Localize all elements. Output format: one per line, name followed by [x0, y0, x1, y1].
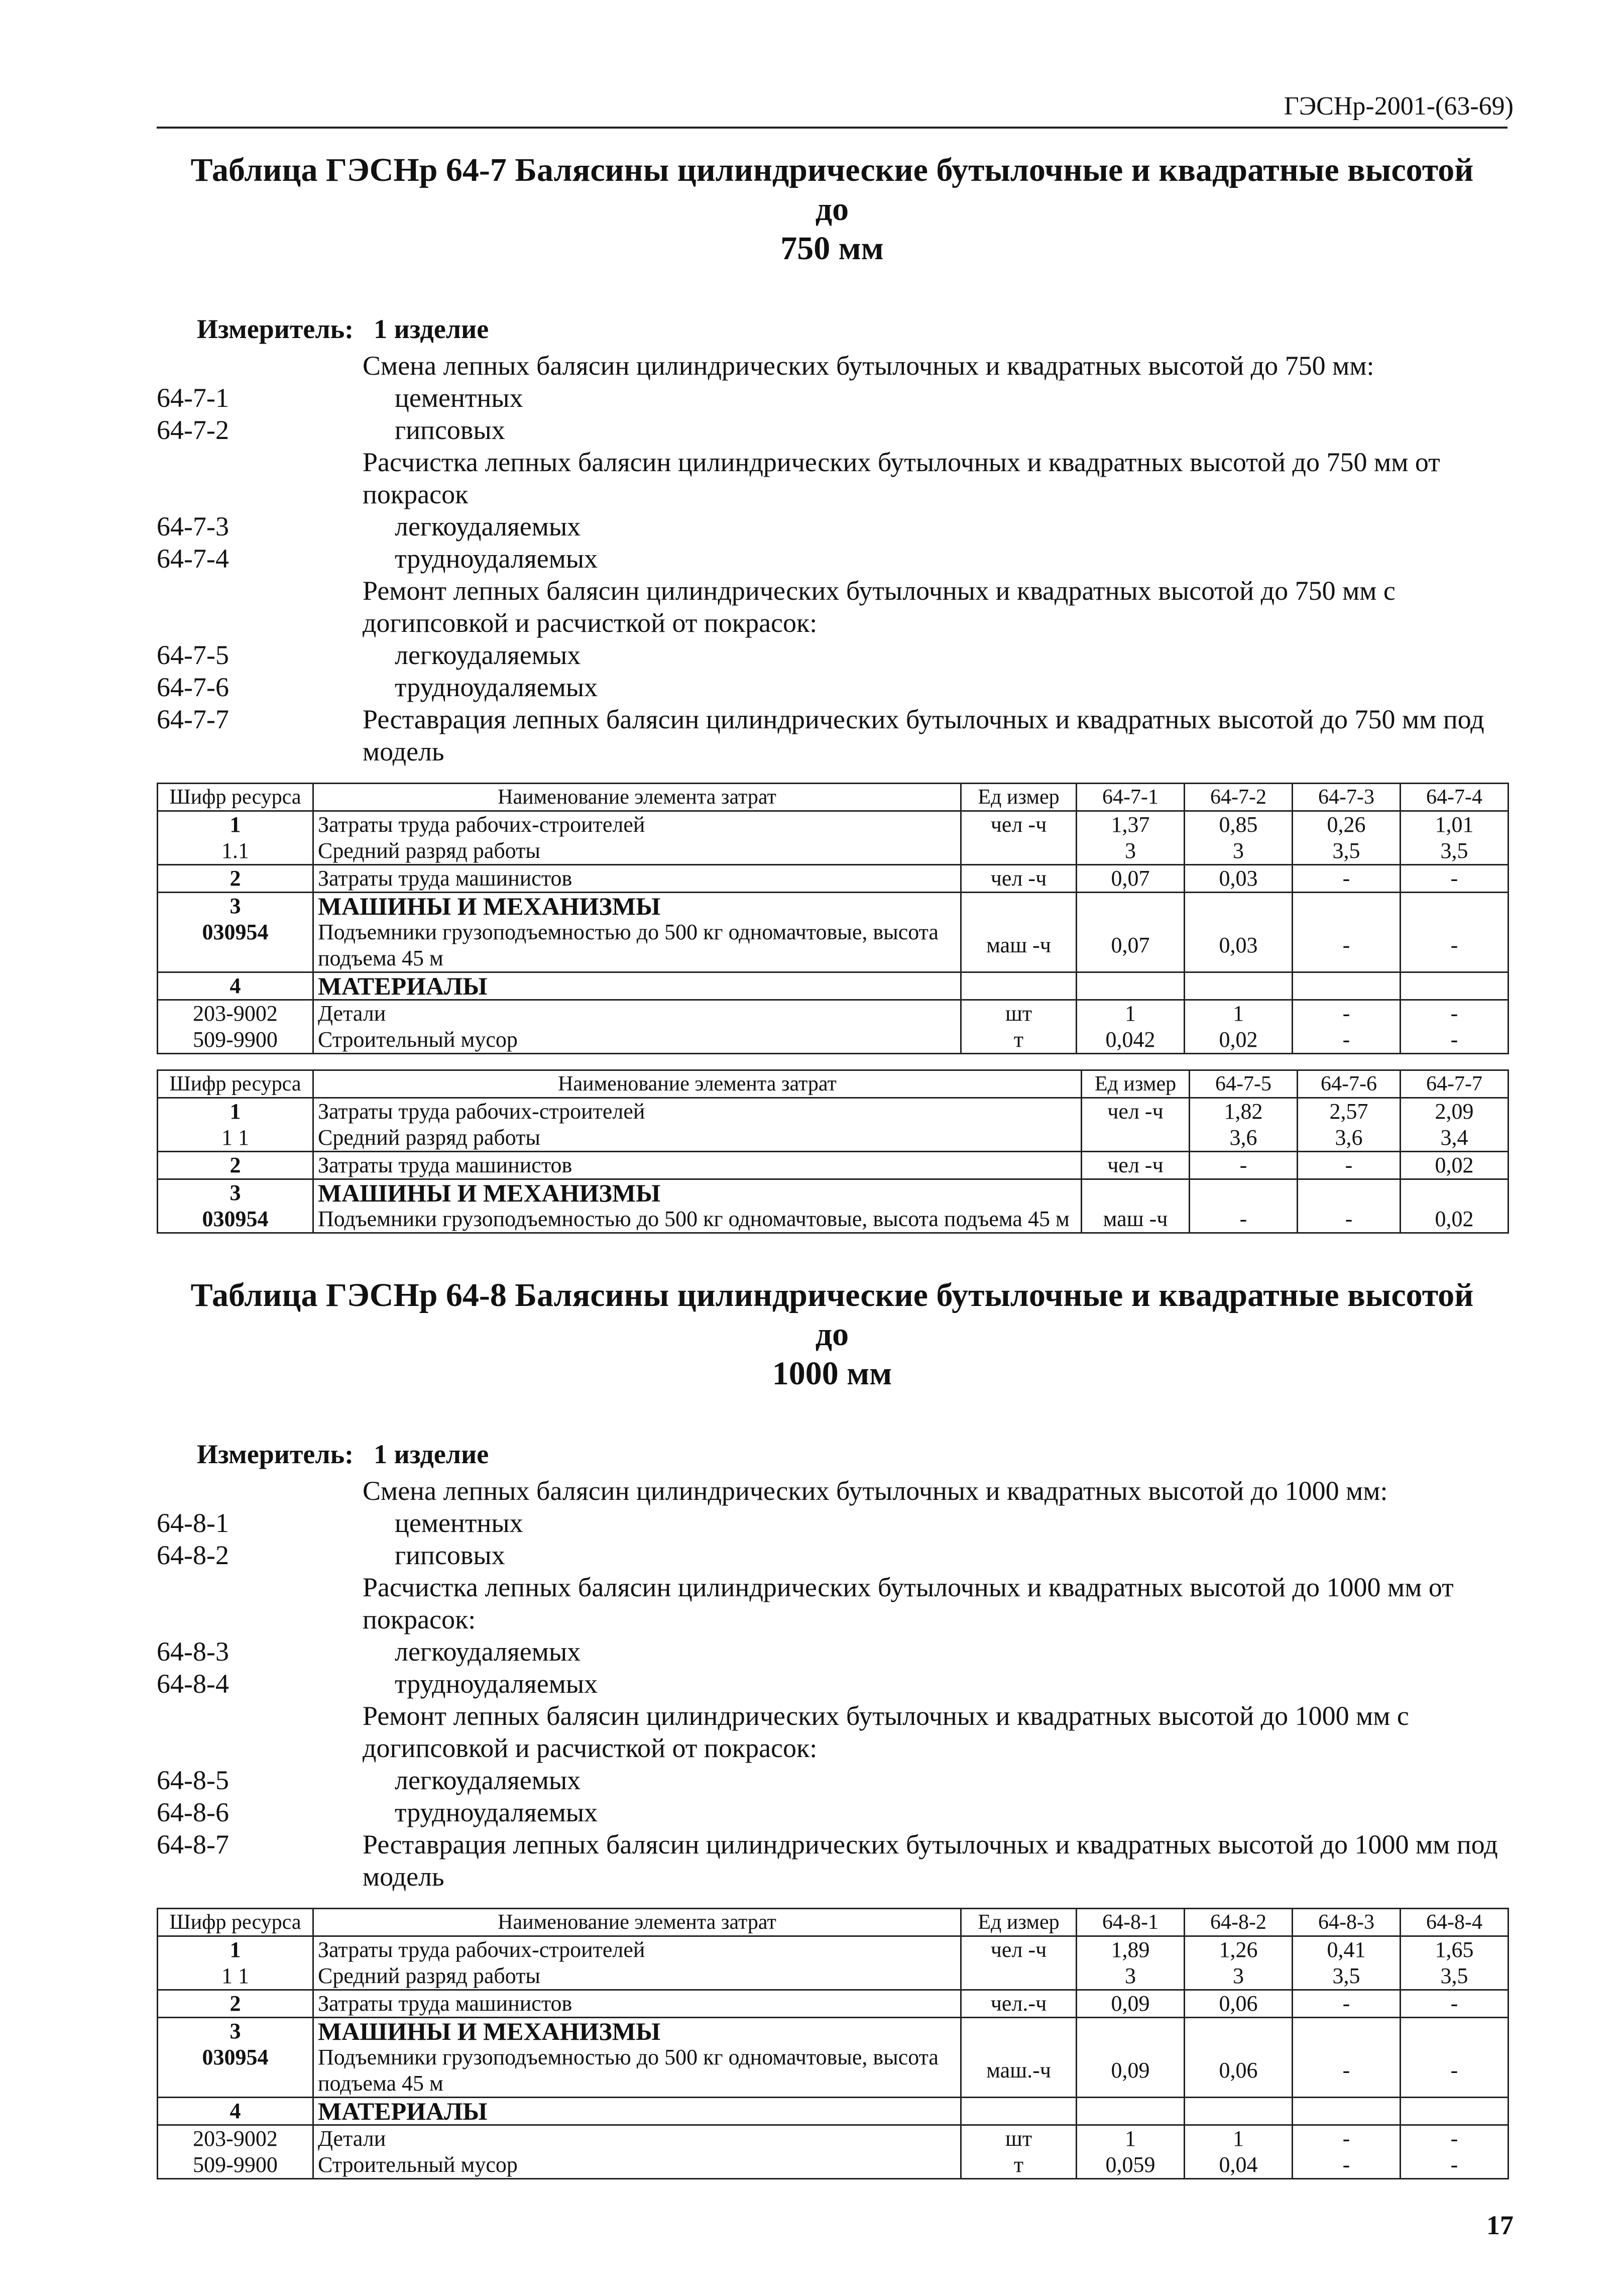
work-code: 64-7-5 — [157, 639, 229, 670]
resource-code: 1.1 — [158, 838, 313, 865]
resource-value: 0,07 — [1077, 864, 1185, 892]
work-text: Смена лепных балясин цилиндрических бутылочных и квадратных высотой до 750 мм: — [363, 350, 1374, 381]
column-header: Ед измер — [1082, 1070, 1190, 1098]
resource-code: 203-9002 — [158, 2125, 313, 2152]
table-row — [158, 1936, 1509, 1963]
resource-code: 4 — [158, 972, 313, 1000]
work-code: 64-7-3 — [157, 511, 229, 541]
resource-value — [1293, 972, 1401, 1000]
column-header: Наименование элемента затрат — [313, 783, 961, 811]
table-title-line2: 750 мм — [780, 230, 884, 267]
work-item — [157, 575, 1507, 639]
resource-unit: маш -ч — [961, 919, 1077, 972]
table-row — [158, 1990, 1509, 2017]
work-item — [157, 1475, 1507, 1507]
resource-value: 0,03 — [1185, 919, 1293, 972]
resource-name: Средний разряд работы — [313, 1963, 961, 1990]
resource-code: 509-9900 — [158, 2152, 313, 2179]
resource-unit: маш -ч — [1082, 1206, 1190, 1233]
resource-value: 0,02 — [1401, 1206, 1509, 1233]
resource-code: 030954 — [158, 919, 313, 972]
resource-value — [1185, 2097, 1293, 2125]
resource-value: 0,85 — [1185, 811, 1293, 838]
table-row — [158, 1027, 1509, 1054]
work-text: Ремонт лепных балясин цилиндрических бутылочных и квадратных высотой до 1000 мм с догипсовкой и расчисткой от покрасок: — [363, 1700, 1409, 1763]
resource-code: 3 — [158, 2017, 313, 2044]
work-text: Реставрация лепных балясин цилиндрических бутылочных и квадратных высотой до 750 мм под модель — [363, 704, 1484, 767]
work-text: Реставрация лепных балясин цилиндрических бутылочных и квадратных высотой до 1000 мм под модель — [363, 1829, 1498, 1892]
work-item — [157, 1539, 1507, 1571]
resource-value: 0,042 — [1077, 1027, 1185, 1054]
resource-unit — [961, 1963, 1077, 1990]
resource-value: - — [1401, 919, 1509, 972]
work-text: гипсовых — [395, 414, 505, 445]
resource-value — [1077, 2017, 1185, 2044]
resource-value: 2,57 — [1298, 1098, 1401, 1125]
resource-name: Затраты труда рабочих-строителей — [313, 1098, 1082, 1125]
resource-name: МАШИНЫ И МЕХАНИЗМЫ — [313, 1179, 1082, 1206]
resource-table — [157, 1069, 1509, 1234]
resource-value — [1401, 892, 1509, 919]
work-code: 64-8-3 — [157, 1636, 229, 1667]
resource-value: 2,09 — [1401, 1098, 1509, 1125]
work-item — [157, 414, 1507, 446]
resource-value: 0,09 — [1077, 2044, 1185, 2098]
resource-name: Затраты труда машинистов — [313, 1151, 1082, 1179]
column-header: 64-7-3 — [1293, 783, 1401, 811]
resource-value: 0,09 — [1077, 1990, 1185, 2017]
resource-code: 203-9002 — [158, 1000, 313, 1027]
resource-value — [1293, 892, 1401, 919]
resource-value — [1293, 2017, 1401, 2044]
work-text: Расчистка лепных балясин цилиндрических бутылочных и квадратных высотой до 1000 мм от покрасок: — [363, 1572, 1454, 1634]
resource-value: 3,4 — [1401, 1125, 1509, 1152]
resource-grids — [157, 783, 1507, 1234]
column-header: 64-7-1 — [1077, 783, 1185, 811]
resource-value: 3 — [1077, 1963, 1185, 1990]
resource-value: - — [1293, 2152, 1401, 2179]
work-item — [157, 703, 1507, 768]
resource-value: - — [1293, 2044, 1401, 2098]
resource-value — [1401, 1179, 1509, 1206]
column-header: 64-7-5 — [1190, 1070, 1298, 1098]
resource-name: Подъемники грузоподъемностью до 500 кг одномачтовые, высота подъема 45 м — [313, 919, 961, 972]
resource-value: - — [1293, 919, 1401, 972]
resource-code: 030954 — [158, 1206, 313, 1233]
resource-value: 0,03 — [1185, 864, 1293, 892]
resource-unit: т — [961, 2152, 1077, 2179]
work-item — [157, 382, 1507, 414]
resource-value: - — [1293, 1027, 1401, 1054]
resource-code: 1 1 — [158, 1963, 313, 1990]
work-text: гипсовых — [395, 1540, 505, 1570]
resource-value — [1401, 2097, 1509, 2125]
resource-value: 3,6 — [1190, 1125, 1298, 1152]
work-item — [157, 510, 1507, 542]
resource-value: 0,26 — [1293, 811, 1401, 838]
meter-value: 1 изделие — [374, 313, 489, 344]
resource-value — [1185, 972, 1293, 1000]
resource-name: МАШИНЫ И МЕХАНИЗМЫ — [313, 892, 961, 919]
table-row — [158, 811, 1509, 838]
resource-value: 3,6 — [1298, 1125, 1401, 1152]
resource-name: Средний разряд работы — [313, 838, 961, 865]
resource-unit: чел -ч — [961, 864, 1077, 892]
resource-value: - — [1401, 864, 1509, 892]
section-64-7 — [157, 151, 1507, 1234]
work-code — [157, 1475, 363, 1507]
work-code: 64-7-2 — [157, 414, 229, 445]
work-code: 64-8-6 — [157, 1797, 229, 1827]
resource-value: - — [1190, 1151, 1298, 1179]
table-title — [177, 151, 1487, 268]
work-text: легкоудаляемых — [395, 511, 581, 541]
table-row — [158, 919, 1509, 972]
resource-value: 3 — [1077, 838, 1185, 865]
table-row — [158, 2097, 1509, 2125]
work-text: трудноудаляемых — [395, 1797, 598, 1827]
resource-value: 1,01 — [1401, 811, 1509, 838]
resource-code: 4 — [158, 2097, 313, 2125]
resource-value: 3,5 — [1401, 838, 1509, 865]
resource-value: - — [1293, 2125, 1401, 2152]
work-item — [157, 446, 1507, 510]
resource-unit: т — [961, 1027, 1077, 1054]
resource-value: - — [1298, 1206, 1401, 1233]
resource-code: 2 — [158, 864, 313, 892]
resource-unit: чел -ч — [961, 811, 1077, 838]
work-code: 64-8-2 — [157, 1540, 229, 1570]
resource-name: Строительный мусор — [313, 2152, 961, 2179]
resource-unit — [1082, 1179, 1190, 1206]
resource-value: 0,02 — [1185, 1027, 1293, 1054]
column-header: Шифр ресурса — [158, 783, 313, 811]
work-code — [157, 1700, 363, 1764]
resource-value: 3 — [1185, 838, 1293, 865]
resource-unit: шт — [961, 2125, 1077, 2152]
table-row — [158, 1179, 1509, 1206]
table-header-row — [158, 1908, 1509, 1936]
resource-unit: шт — [961, 1000, 1077, 1027]
work-text: Ремонт лепных балясин цилиндрических бутылочных и квадратных высотой до 750 мм с догипсовкой и расчисткой от покрасок: — [363, 575, 1396, 638]
work-text: Расчистка лепных балясин цилиндрических бутылочных и квадратных высотой до 750 мм от покрасок — [363, 447, 1440, 509]
meter-value: 1 изделие — [374, 1439, 489, 1469]
column-header: Шифр ресурса — [158, 1070, 313, 1098]
resource-code: 030954 — [158, 2044, 313, 2098]
resource-unit — [961, 892, 1077, 919]
resource-unit — [961, 972, 1077, 1000]
column-header: Ед измер — [961, 783, 1077, 811]
table-row — [158, 1206, 1509, 1233]
resource-value: 0,06 — [1185, 2044, 1293, 2098]
resource-name: МАТЕРИАЛЫ — [313, 972, 961, 1000]
table-row — [158, 2017, 1509, 2044]
column-header: 64-8-4 — [1401, 1908, 1509, 1936]
resource-name: Подъемники грузоподъемностью до 500 кг одномачтовые, высота подъема 45 м — [313, 2044, 961, 2098]
work-code: 64-7-7 — [157, 704, 229, 734]
column-header: 64-7-6 — [1298, 1070, 1401, 1098]
table-title — [177, 1276, 1487, 1393]
work-item — [157, 1635, 1507, 1668]
resource-code: 1 — [158, 1936, 313, 1963]
work-item — [157, 671, 1507, 703]
resource-name: Затраты труда машинистов — [313, 1990, 961, 2017]
table-row — [158, 2044, 1509, 2098]
resource-value: 0,07 — [1077, 919, 1185, 972]
work-text: легкоудаляемых — [395, 1765, 581, 1795]
work-code: 64-8-1 — [157, 1507, 229, 1538]
resource-name: Затраты труда рабочих-строителей — [313, 811, 961, 838]
table-row — [158, 1125, 1509, 1152]
resource-grids — [157, 1908, 1507, 2179]
table-title-line1: Таблица ГЭСНр 64-8 Балясины цилиндрические бутылочные и квадратные высотой до — [190, 1277, 1474, 1353]
work-item — [157, 1668, 1507, 1700]
resource-name: Строительный мусор — [313, 1027, 961, 1054]
work-code: 64-8-5 — [157, 1765, 229, 1795]
work-list — [157, 1475, 1507, 1893]
resource-name: Затраты труда машинистов — [313, 864, 961, 892]
work-code — [157, 1571, 363, 1635]
resource-unit: чел -ч — [1082, 1098, 1190, 1125]
resource-value: 0,059 — [1077, 2152, 1185, 2179]
resource-value: - — [1401, 1027, 1509, 1054]
resource-code: 2 — [158, 1151, 313, 1179]
resource-name: Средний разряд работы — [313, 1125, 1082, 1152]
resource-value: - — [1401, 2152, 1509, 2179]
resource-table — [157, 783, 1509, 1054]
column-header: 64-8-2 — [1185, 1908, 1293, 1936]
resource-value: 1,82 — [1190, 1098, 1298, 1125]
resource-unit: чел.-ч — [961, 1990, 1077, 2017]
resource-value: 1 — [1185, 1000, 1293, 1027]
resource-value — [1077, 972, 1185, 1000]
resource-value — [1077, 892, 1185, 919]
resource-code: 1 1 — [158, 1125, 313, 1152]
work-text: трудноудаляемых — [395, 543, 598, 574]
work-item — [157, 1796, 1507, 1828]
resource-unit: чел -ч — [961, 1936, 1077, 1963]
work-text: Смена лепных балясин цилиндрических бутылочных и квадратных высотой до 1000 мм: — [363, 1475, 1388, 1506]
resource-value: 3,5 — [1293, 1963, 1401, 1990]
resource-name: Детали — [313, 1000, 961, 1027]
resource-value: 3,5 — [1401, 1963, 1509, 1990]
resource-value: 3 — [1185, 1963, 1293, 1990]
work-text: трудноудаляемых — [395, 1668, 598, 1699]
work-code: 64-8-7 — [157, 1829, 229, 1860]
resource-value: 0,41 — [1293, 1936, 1401, 1963]
column-header: 64-7-2 — [1185, 783, 1293, 811]
resource-value: 1 — [1077, 2125, 1185, 2152]
work-item — [157, 1764, 1507, 1796]
resource-code: 3 — [158, 892, 313, 919]
resource-value: 1,89 — [1077, 1936, 1185, 1963]
column-header: 64-7-4 — [1401, 783, 1509, 811]
work-code — [157, 350, 363, 382]
column-header: 64-8-3 — [1293, 1908, 1401, 1936]
meter — [197, 1439, 1507, 1470]
column-header: Наименование элемента затрат — [313, 1070, 1082, 1098]
table-row — [158, 1098, 1509, 1125]
resource-name: Детали — [313, 2125, 961, 2152]
resource-value: 1,65 — [1401, 1936, 1509, 1963]
resource-value: 1,37 — [1077, 811, 1185, 838]
table-row — [158, 864, 1509, 892]
resource-value: - — [1293, 1990, 1401, 2017]
resource-value — [1185, 892, 1293, 919]
meter-label: Измеритель: — [197, 313, 354, 344]
section-64-8 — [157, 1276, 1507, 2179]
resource-name: Затраты труда рабочих-строителей — [313, 1936, 961, 1963]
work-list — [157, 350, 1507, 768]
meter — [197, 313, 1507, 345]
resource-code: 509-9900 — [158, 1027, 313, 1054]
work-item — [157, 542, 1507, 575]
resource-value: - — [1401, 1990, 1509, 2017]
resource-code: 3 — [158, 1179, 313, 1206]
resource-value: 0,02 — [1401, 1151, 1509, 1179]
resource-name: Подъемники грузоподъемностью до 500 кг одномачтовые, высота подъема 45 м — [313, 1206, 1082, 1233]
resource-value: - — [1293, 864, 1401, 892]
work-item — [157, 1700, 1507, 1764]
table-row — [158, 1000, 1509, 1027]
resource-value — [1185, 2017, 1293, 2044]
work-code: 64-8-4 — [157, 1668, 229, 1699]
table-row — [158, 2125, 1509, 2152]
document-code: ГЭСНр-2001-(63-69) — [1284, 92, 1514, 121]
work-code: 64-7-1 — [157, 382, 229, 413]
work-code: 64-7-6 — [157, 672, 229, 702]
resource-value — [1190, 1179, 1298, 1206]
column-header: 64-8-1 — [1077, 1908, 1185, 1936]
resource-code: 1 — [158, 1098, 313, 1125]
resource-name: МАШИНЫ И МЕХАНИЗМЫ — [313, 2017, 961, 2044]
column-header: 64-7-7 — [1401, 1070, 1509, 1098]
work-code: 64-7-4 — [157, 543, 229, 574]
resource-value: - — [1293, 1000, 1401, 1027]
resource-value — [1077, 2097, 1185, 2125]
resource-value: - — [1401, 1000, 1509, 1027]
table-row — [158, 1151, 1509, 1179]
resource-table — [157, 1908, 1509, 2179]
header-rule — [157, 127, 1507, 129]
table-row — [158, 1963, 1509, 1990]
resource-unit: маш.-ч — [961, 2044, 1077, 2098]
column-header: Шифр ресурса — [158, 1908, 313, 1936]
work-text: цементных — [395, 382, 523, 413]
work-text: трудноудаляемых — [395, 672, 598, 702]
work-item — [157, 1571, 1507, 1635]
resource-value: 0,06 — [1185, 1990, 1293, 2017]
resource-value: 1 — [1077, 1000, 1185, 1027]
resource-unit — [961, 838, 1077, 865]
resource-value: - — [1401, 2044, 1509, 2098]
resource-value: 1,26 — [1185, 1936, 1293, 1963]
resource-value: - — [1401, 2125, 1509, 2152]
resource-unit — [961, 2017, 1077, 2044]
work-code — [157, 446, 363, 510]
table-row — [158, 892, 1509, 919]
resource-value — [1293, 2097, 1401, 2125]
work-item — [157, 1507, 1507, 1539]
resource-unit — [961, 2097, 1077, 2125]
page-number: 17 — [1486, 2210, 1514, 2240]
column-header: Наименование элемента затрат — [313, 1908, 961, 1936]
work-text: легкоудаляемых — [395, 1636, 581, 1667]
work-code — [157, 575, 363, 639]
resource-code: 2 — [158, 1990, 313, 2017]
resource-value: - — [1190, 1206, 1298, 1233]
work-item — [157, 350, 1507, 382]
table-row — [158, 972, 1509, 1000]
resource-value — [1401, 2017, 1509, 2044]
resource-value: - — [1298, 1151, 1401, 1179]
resource-value: 3,5 — [1293, 838, 1401, 865]
table-row — [158, 2152, 1509, 2179]
meter-label: Измеритель: — [197, 1439, 354, 1469]
work-item — [157, 1828, 1507, 1893]
work-item — [157, 639, 1507, 671]
column-header: Ед измер — [961, 1908, 1077, 1936]
resource-value: 0,04 — [1185, 2152, 1293, 2179]
resource-name: МАТЕРИАЛЫ — [313, 2097, 961, 2125]
resource-unit: чел -ч — [1082, 1151, 1190, 1179]
table-title-line2: 1000 мм — [772, 1355, 892, 1392]
table-row — [158, 838, 1509, 865]
table-header-row — [158, 783, 1509, 811]
resource-value: 1 — [1185, 2125, 1293, 2152]
work-text: цементных — [395, 1507, 523, 1538]
table-header-row — [158, 1070, 1509, 1098]
resource-code: 1 — [158, 811, 313, 838]
resource-value — [1401, 972, 1509, 1000]
resource-value — [1298, 1179, 1401, 1206]
resource-unit — [1082, 1125, 1190, 1152]
work-text: легкоудаляемых — [395, 639, 581, 670]
table-title-line1: Таблица ГЭСНр 64-7 Балясины цилиндрические бутылочные и квадратные высотой до — [190, 152, 1474, 228]
